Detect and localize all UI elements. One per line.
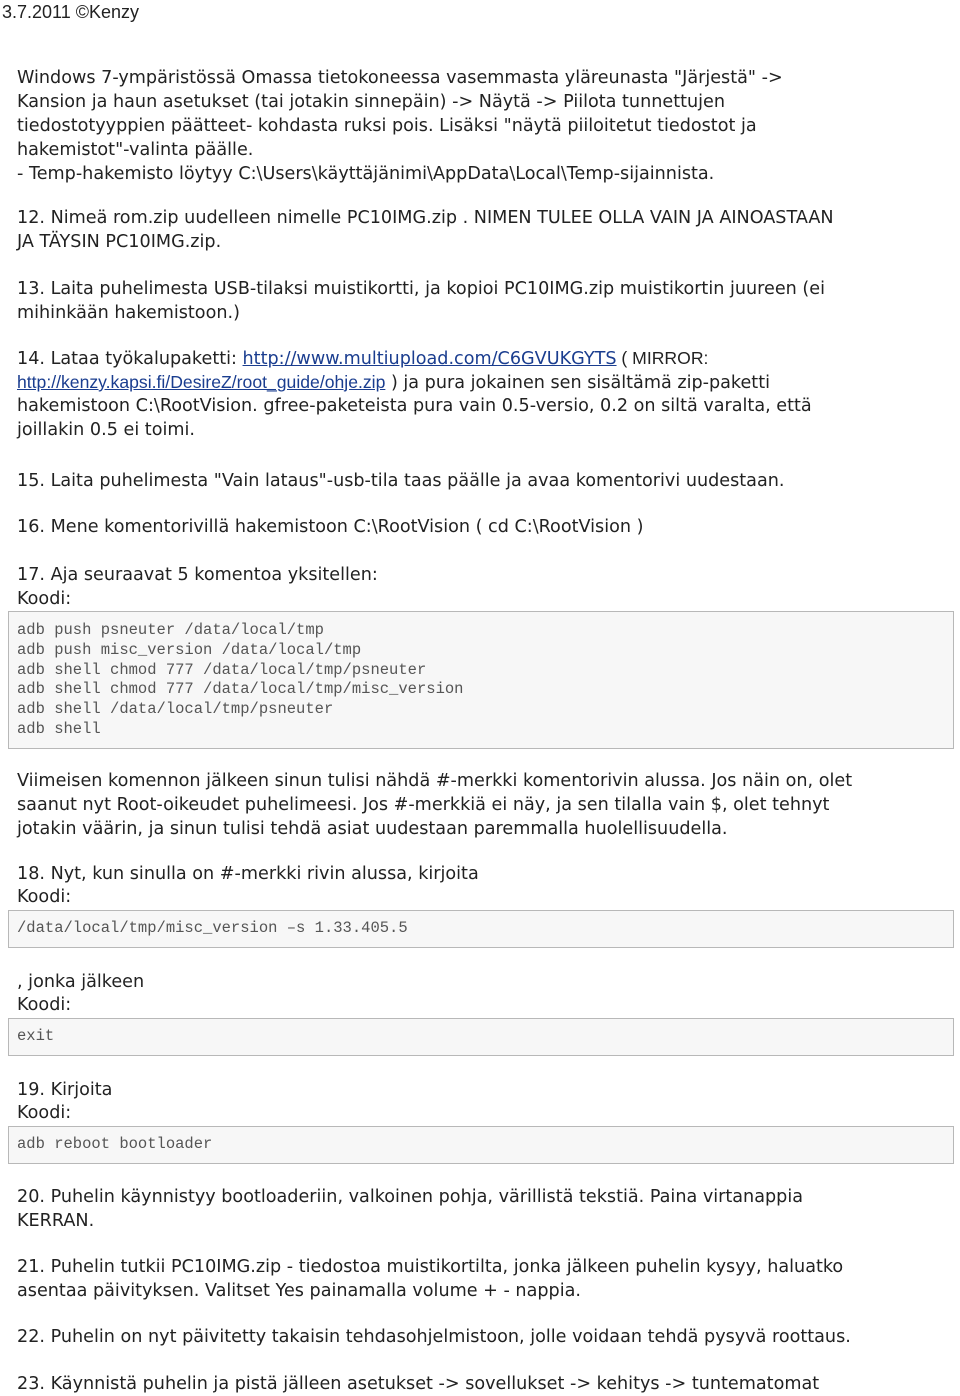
- code-line: adb reboot bootloader: [17, 1135, 213, 1153]
- step-line: KERRAN.: [17, 1211, 95, 1231]
- code-block-commands[interactable]: [8, 611, 954, 749]
- koodi-label: Koodi:: [17, 887, 72, 907]
- intro-line: hakemistot"-valinta päälle.: [17, 140, 254, 160]
- then-text: , jonka jälkeen: [17, 972, 145, 992]
- step-21: [17, 1255, 947, 1303]
- code-line: adb shell chmod 777 /data/local/tmp/misc_version: [17, 680, 464, 699]
- code-line: exit: [17, 1027, 55, 1045]
- step-line: asentaa päivityksen. Valitset Yes painamalla volume + - nappia.: [17, 1281, 581, 1301]
- step-line: 12. Nimeä rom.zip uudelleen nimelle PC10IMG.zip . NIMEN TULEE OLLA VAIN JA AINOASTAAN: [17, 208, 834, 228]
- code-block-misc-version[interactable]: [8, 910, 954, 948]
- step-line: 13. Laita puhelimesta USB-tilaksi muistikortti, ja kopioi PC10IMG.zip muistikortin juureen (ei: [17, 279, 825, 299]
- step-20: [17, 1185, 947, 1233]
- step-line: joillakin 0.5 ei toimi.: [17, 420, 195, 440]
- step-19: 19. Kirjoita: [17, 1080, 113, 1100]
- step-line: 21. Puhelin tutkii PC10IMG.zip - tiedostoa muistikortilta, jonka jälkeen puhelin kysyy, haluatko: [17, 1257, 844, 1277]
- code-line: adb push misc_version /data/local/tmp: [17, 640, 362, 659]
- page-header: 3.7.2011 ©Kenzy: [2, 2, 140, 22]
- step-line: JA TÄYSIN PC10IMG.zip.: [17, 232, 222, 252]
- after-commands-paragraph: [17, 769, 947, 841]
- step-17: 17. Aja seuraavat 5 komentoa yksitellen:: [17, 565, 378, 585]
- code-block-reboot[interactable]: [8, 1126, 954, 1164]
- code-block-exit[interactable]: [8, 1018, 954, 1056]
- koodi-label: Koodi:: [17, 589, 72, 609]
- code-line: adb shell chmod 777 /data/local/tmp/psneuter: [17, 660, 427, 679]
- intro-line: tiedostotyyppien päätteet- kohdasta ruksi pois. Lisäksi "näytä piiloitetut tiedostot ja: [17, 116, 757, 136]
- step-line: [17, 370, 947, 394]
- code-line: adb push psneuter /data/local/tmp: [17, 621, 324, 639]
- code-line: /data/local/tmp/misc_version –s 1.33.405.5: [17, 919, 408, 937]
- step-16: 16. Mene komentorivillä hakemistoon C:\RootVision ( cd C:\RootVision ): [17, 517, 644, 537]
- mirror-label: ( MIRROR:: [616, 348, 709, 368]
- step-12: [17, 206, 947, 254]
- intro-line: - Temp-hakemisto löytyy C:\Users\käyttäjänimi\AppData\Local\Temp-sijainnista.: [17, 164, 715, 184]
- step-13: [17, 277, 947, 325]
- kapsi-mirror-link[interactable]: http://kenzy.kapsi.fi/DesireZ/root_guide/ohje.zip: [17, 372, 386, 392]
- koodi-label: Koodi:: [17, 995, 72, 1015]
- step-14-suffix: ) ja pura jokainen sen sisältämä zip-paketti: [385, 373, 770, 393]
- paragraph-line: Viimeisen komennon jälkeen sinun tulisi nähdä #-merkki komentorivin alussa. Jos näin on, olet: [17, 771, 853, 791]
- step-22: 22. Puhelin on nyt päivitetty takaisin tehdasohjelmistoon, jolle voidaan tehdä pysyvä roottaus.: [17, 1327, 851, 1347]
- step-15: 15. Laita puhelimesta "Vain lataus"-usb-tila taas päälle ja avaa komentorivi uudestaan.: [17, 471, 785, 491]
- paragraph-line: saanut nyt Root-oikeudet puhelimeesi. Jos #-merkkiä ei näy, ja sen tilalla vain $, olet tehnyt: [17, 795, 830, 815]
- paragraph-line: jotakin väärin, ja sinun tulisi tehdä asiat uudestaan paremmalla huolellisuudella.: [17, 819, 728, 839]
- intro-paragraph: [17, 66, 947, 186]
- step-14: [17, 346, 947, 442]
- multiupload-link[interactable]: http://www.multiupload.com/C6GVUKGYTS: [242, 349, 617, 369]
- code-line: adb shell /data/local/tmp/psneuter: [17, 700, 334, 719]
- step-14-prefix: 14. Lataa työkalupaketti:: [17, 349, 243, 369]
- step-line: mihinkään hakemistoon.): [17, 303, 240, 323]
- intro-line: Windows 7-ympäristössä Omassa tietokoneessa vasemmasta yläreunasta "Järjestä" ->: [17, 68, 783, 88]
- step-line: [17, 346, 947, 370]
- step-line: hakemistoon C:\RootVision. gfree-paketeista pura vain 0.5-versio, 0.2 on siltä varalta, että: [17, 396, 812, 416]
- step-line: 20. Puhelin käynnistyy bootloaderiin, valkoinen pohja, värillistä tekstiä. Paina virtanappia: [17, 1187, 803, 1207]
- step-18: 18. Nyt, kun sinulla on #-merkki rivin alussa, kirjoita: [17, 864, 479, 884]
- koodi-label: Koodi:: [17, 1103, 72, 1123]
- step-23: 23. Käynnistä puhelin ja pistä jälleen asetukset -> sovellukset -> kehitys -> tuntematomat: [17, 1374, 820, 1394]
- intro-line: Kansion ja haun asetukset (tai jotakin sinnepäin) -> Näytä -> Piilota tunnettujen: [17, 92, 726, 112]
- code-line: adb shell: [17, 719, 101, 738]
